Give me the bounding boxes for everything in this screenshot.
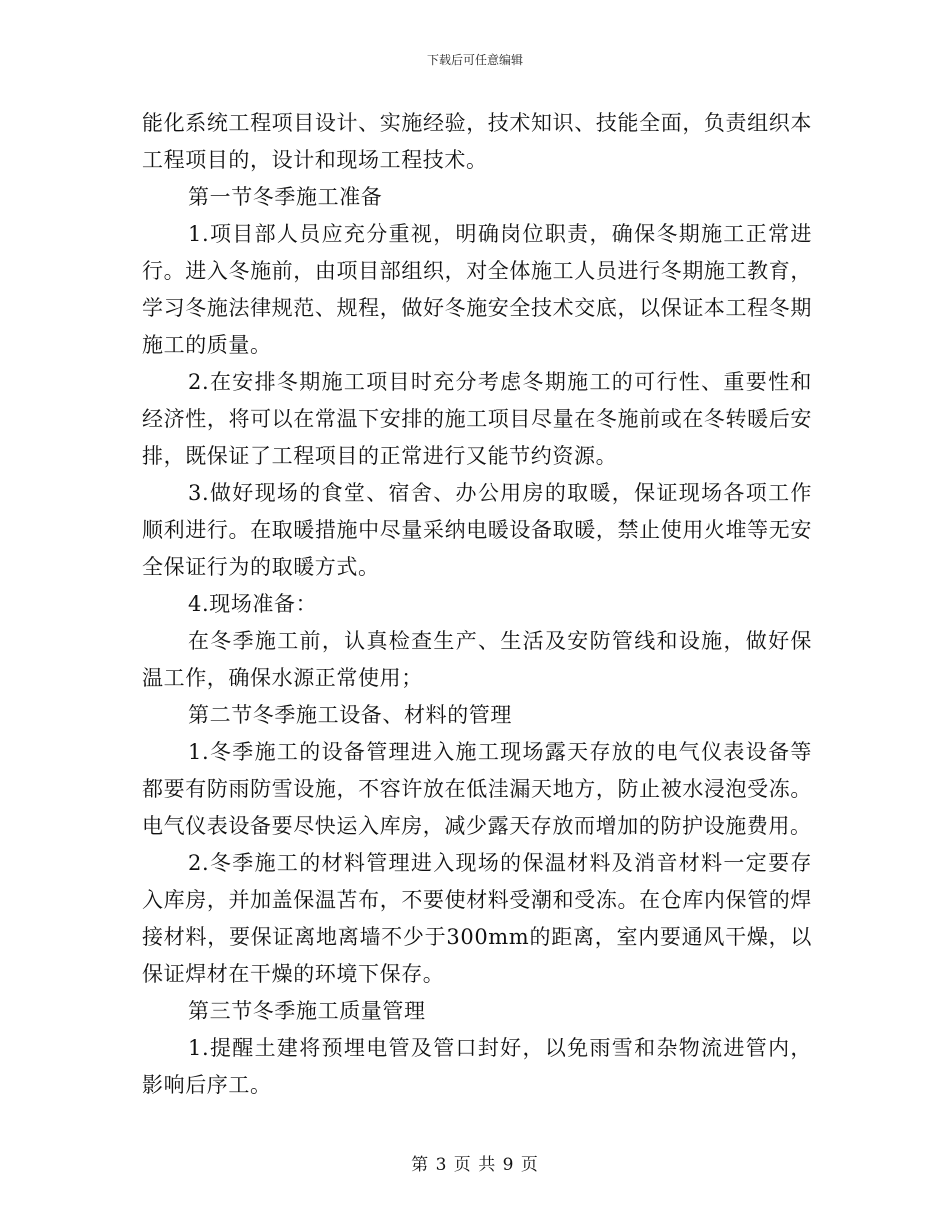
paragraph-1-3: 3.做好现场的食堂、宿舍、办公用房的取暖，保证现场各项工作顺利进行。在取暖措施中尽量采纳电暖设备取暖，禁止使用火堆等无安全保证行为的取暖方式。: [142, 481, 812, 579]
section-heading-1: 第一节冬季施工准备: [188, 185, 383, 209]
paragraph-1-4-detail: 在冬季施工前，认真检查生产、生活及安防管线和设施，做好保温工作，确保水源正常使用；: [142, 629, 812, 690]
paragraph-2-1: 1.冬季施工的设备管理进入施工现场露天存放的电气仪表设备等都要有防雨防雪设施，不容许放在低洼漏天地方，防止被水浸泡受冻。电气仪表设备要尽快运入库房，减少露天存放而增加的防护设施费用。: [142, 740, 812, 838]
document-body: [142, 105, 812, 1104]
page-header: 下载后可任意编辑: [426, 53, 523, 67]
paragraph-1-4: 4.现场准备：: [188, 592, 318, 616]
paragraph-3-1: 1.提醒土建将预埋电管及管口封好，以免雨雪和杂物流进管内，影响后序工。: [142, 1036, 812, 1097]
page-number: 第 3 页 共 9 页: [411, 1155, 539, 1175]
paragraph-1-1: 1.项目部人员应充分重视，明确岗位职责，确保冬期施工正常进行。进入冬施前，由项目部组织，对全体施工人员进行冬期施工教育，学习冬施法律规范、规程，做好冬施安全技术交底，以保证本工程冬期施工的质量。: [142, 222, 812, 357]
paragraph-continuation: 能化系统工程项目设计、实施经验，技术知识、技能全面，负责组织本工程项目的，设计和现场工程技术。: [142, 111, 812, 172]
paragraph-2-2: 2.冬季施工的材料管理进入现场的保温材料及消音材料一定要存入库房，并加盖保温苫布，不要使材料受潮和受冻。在仓库内保管的焊接材料，要保证离地离墙不少于300mm的距离，室内要通风干燥，以保证焊材在干燥的环境下保存。: [142, 851, 812, 986]
section-heading-3: 第三节冬季施工质量管理: [188, 999, 426, 1023]
section-heading-2: 第二节冬季施工设备、材料的管理: [188, 703, 512, 727]
paragraph-1-2: 2.在安排冬期施工项目时充分考虑冬期施工的可行性、重要性和经济性，将可以在常温下安排的施工项目尽量在冬施前或在冬转暖后安排，既保证了工程项目的正常进行又能节约资源。: [142, 370, 812, 468]
